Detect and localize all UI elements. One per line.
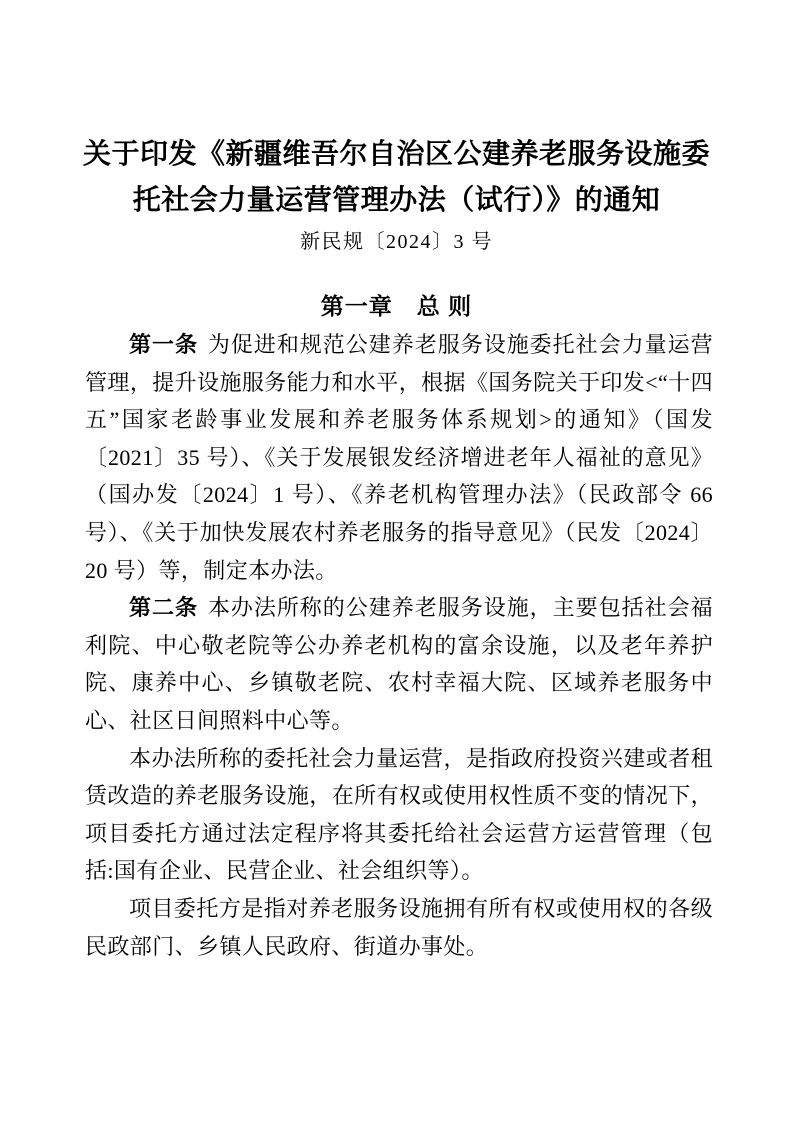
paragraph-article-1 bbox=[85, 326, 713, 589]
chapter-heading: 第一章 总 则 bbox=[320, 293, 473, 319]
paragraph-definition-operation bbox=[85, 740, 713, 890]
document-title: 关于印发《新疆维吾尔自治区公建养老服务设施委托社会力量运营管理办法（试行）》的通知 bbox=[82, 139, 710, 216]
article-1-number: 第一条 bbox=[129, 332, 198, 357]
paragraph-definition-entrusting-party bbox=[85, 890, 713, 965]
article-1-text: 为促进和规范公建养老服务设施委托社会力量运营管理，提升设施服务能力和水平，根据《国务院关于印发<“十四五”国家老龄事业发展和养老服务体系规划>的通知》（国发〔2021〕35 号）、《关于发展银发经济增进老年人福祉的意见》（国办发〔2024〕1 号）、《养老机构管理办法》（民政部令 66 号）、《关于加快发展农村养老服务的指导意见》（民发〔2024〕20 号）等，制定本办法。 bbox=[85, 332, 713, 583]
paragraph-article-2 bbox=[85, 589, 713, 739]
paragraph-3-text: 本办法所称的委托社会力量运营，是指政府投资兴建或者租赁改造的养老服务设施，在所有权或使用权性质不变的情况下，项目委托方通过法定程序将其委托给社会运营方运营管理（包括:国有企业、民营企业、社会组织等）。 bbox=[85, 745, 713, 884]
document-number: 新民规〔2024〕3 号 bbox=[300, 231, 493, 253]
article-2-text: 本办法所称的公建养老服务设施，主要包括社会福利院、中心敬老院等公办养老机构的富余设施，以及老年养护院、康养中心、乡镇敬老院、农村幸福大院、区域养老服务中心、社区日间照料中心等。 bbox=[85, 595, 713, 733]
document-body bbox=[85, 326, 713, 965]
article-2-number: 第二条 bbox=[129, 595, 198, 621]
paragraph-4-text: 项目委托方是指对养老服务设施拥有所有权或使用权的各级民政部门、乡镇人民政府、街道办事处。 bbox=[85, 895, 713, 959]
